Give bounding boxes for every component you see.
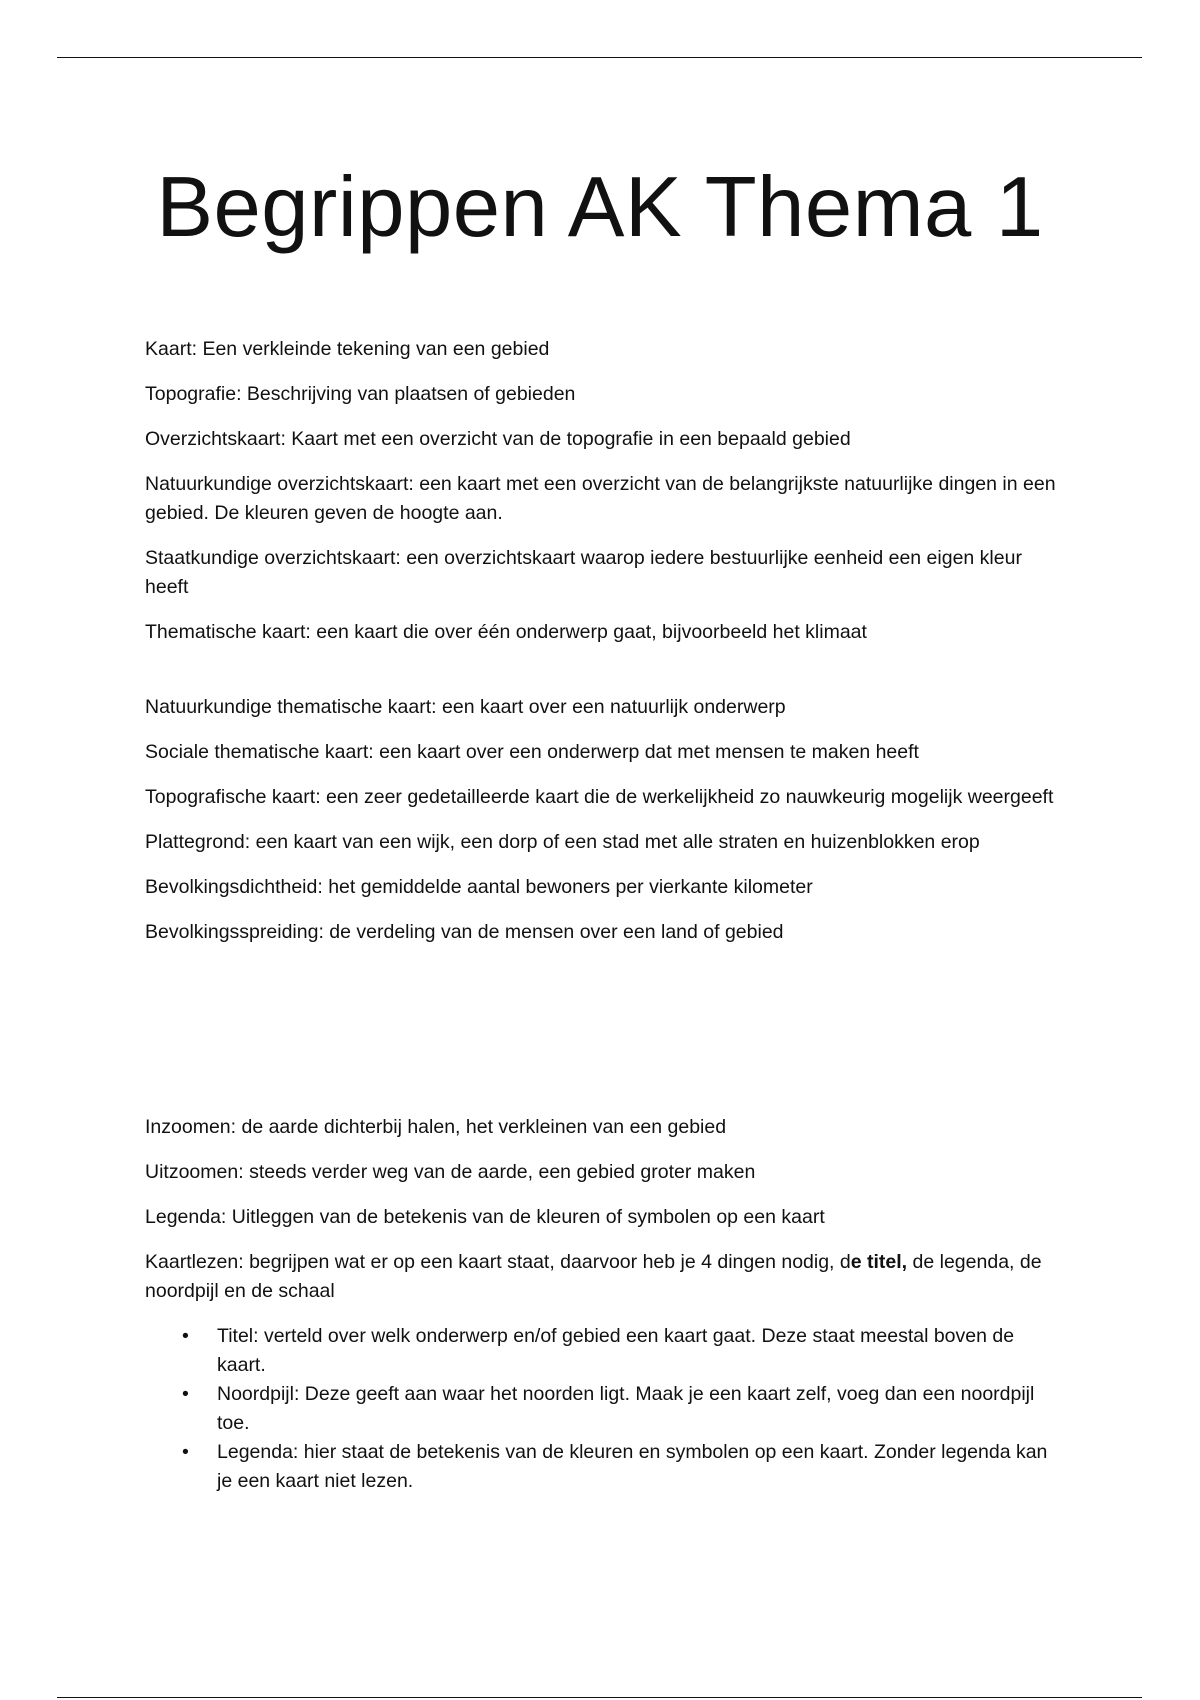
bullet-icon: • [182, 1325, 189, 1347]
definition-inzoomen: Inzoomen: de aarde dichterbij halen, het verkleinen van een gebied [145, 1116, 727, 1138]
header-rule [57, 57, 1142, 58]
footer-rule [57, 1697, 1142, 1698]
definition-topografie: Topografie: Beschrijving van plaatsen of gebieden [145, 383, 576, 405]
page-title: Begrippen AK Thema 1 [156, 160, 1044, 255]
blank-lines [145, 963, 1065, 1113]
bullet-icon: • [182, 1441, 189, 1463]
definition-kaart: Kaart: Een verkleinde tekening van een gebied [145, 338, 550, 360]
definition-uitzoomen: Uitzoomen: steeds verder weg van de aarde, een gebied groter maken [145, 1161, 756, 1183]
bullet-icon: • [182, 1383, 189, 1405]
definition-bevolkingsdichtheid: Bevolkingsdichtheid: het gemiddelde aantal bewoners per vierkante kilometer [145, 876, 813, 898]
definition-staatkundige-overzichtskaart: Staatkundige overzichtskaart: een overzichtskaart waarop iedere bestuurlijke eenheid een eigen kleur heeft [145, 547, 1022, 598]
definition-thematische-kaart: Thematische kaart: een kaart die over één onderwerp gaat, bijvoorbeeld het klimaat [145, 621, 867, 643]
definition-natuurkundige-overzichtskaart: Natuurkundige overzichtskaart: een kaart met een overzicht van de belangrijkste natuurlijke dingen in een gebied. De kleuren geven de hoogte aan. [145, 473, 1056, 524]
document-body [145, 335, 1065, 1496]
list-item: • Legenda: hier staat de betekenis van de kleuren en symbolen op een kaart. Zonder legenda kan je een kaart niet lezen. [145, 1438, 1065, 1496]
blank-line [145, 663, 1065, 693]
definition-kaartlezen: Kaartlezen: begrijpen wat er op een kaart staat, daarvoor heb je 4 dingen nodig, de titel, de legenda, de noordpijl en de schaal [145, 1251, 1042, 1302]
definition-natuurkundige-thematische-kaart: Natuurkundige thematische kaart: een kaart over een natuurlijk onderwerp [145, 696, 786, 718]
definition-overzichtskaart: Overzichtskaart: Kaart met een overzicht van de topografie in een bepaald gebied [145, 428, 851, 450]
definition-plattegrond: Plattegrond: een kaart van een wijk, een dorp of een stad met alle straten en huizenblokken erop [145, 831, 980, 853]
bullet-list [145, 1322, 1065, 1496]
definition-topografische-kaart: Topografische kaart: een zeer gedetailleerde kaart die de werkelijkheid zo nauwkeurig mogelijk weergeeft [145, 786, 1054, 808]
definition-sociale-thematische-kaart: Sociale thematische kaart: een kaart over een onderwerp dat met mensen te maken heeft [145, 741, 919, 763]
list-item: • Titel: verteld over welk onderwerp en/of gebied een kaart gaat. Deze staat meestal boven de kaart. [145, 1322, 1065, 1380]
definition-legenda: Legenda: Uitleggen van de betekenis van de kleuren of symbolen op een kaart [145, 1206, 825, 1228]
definition-bevolkingsspreiding: Bevolkingsspreiding: de verdeling van de mensen over een land of gebied [145, 921, 784, 943]
list-item: • Noordpijl: Deze geeft aan waar het noorden ligt. Maak je een kaart zelf, voeg dan een noordpijl toe. [145, 1380, 1065, 1438]
bold-text: e titel, [850, 1251, 908, 1273]
